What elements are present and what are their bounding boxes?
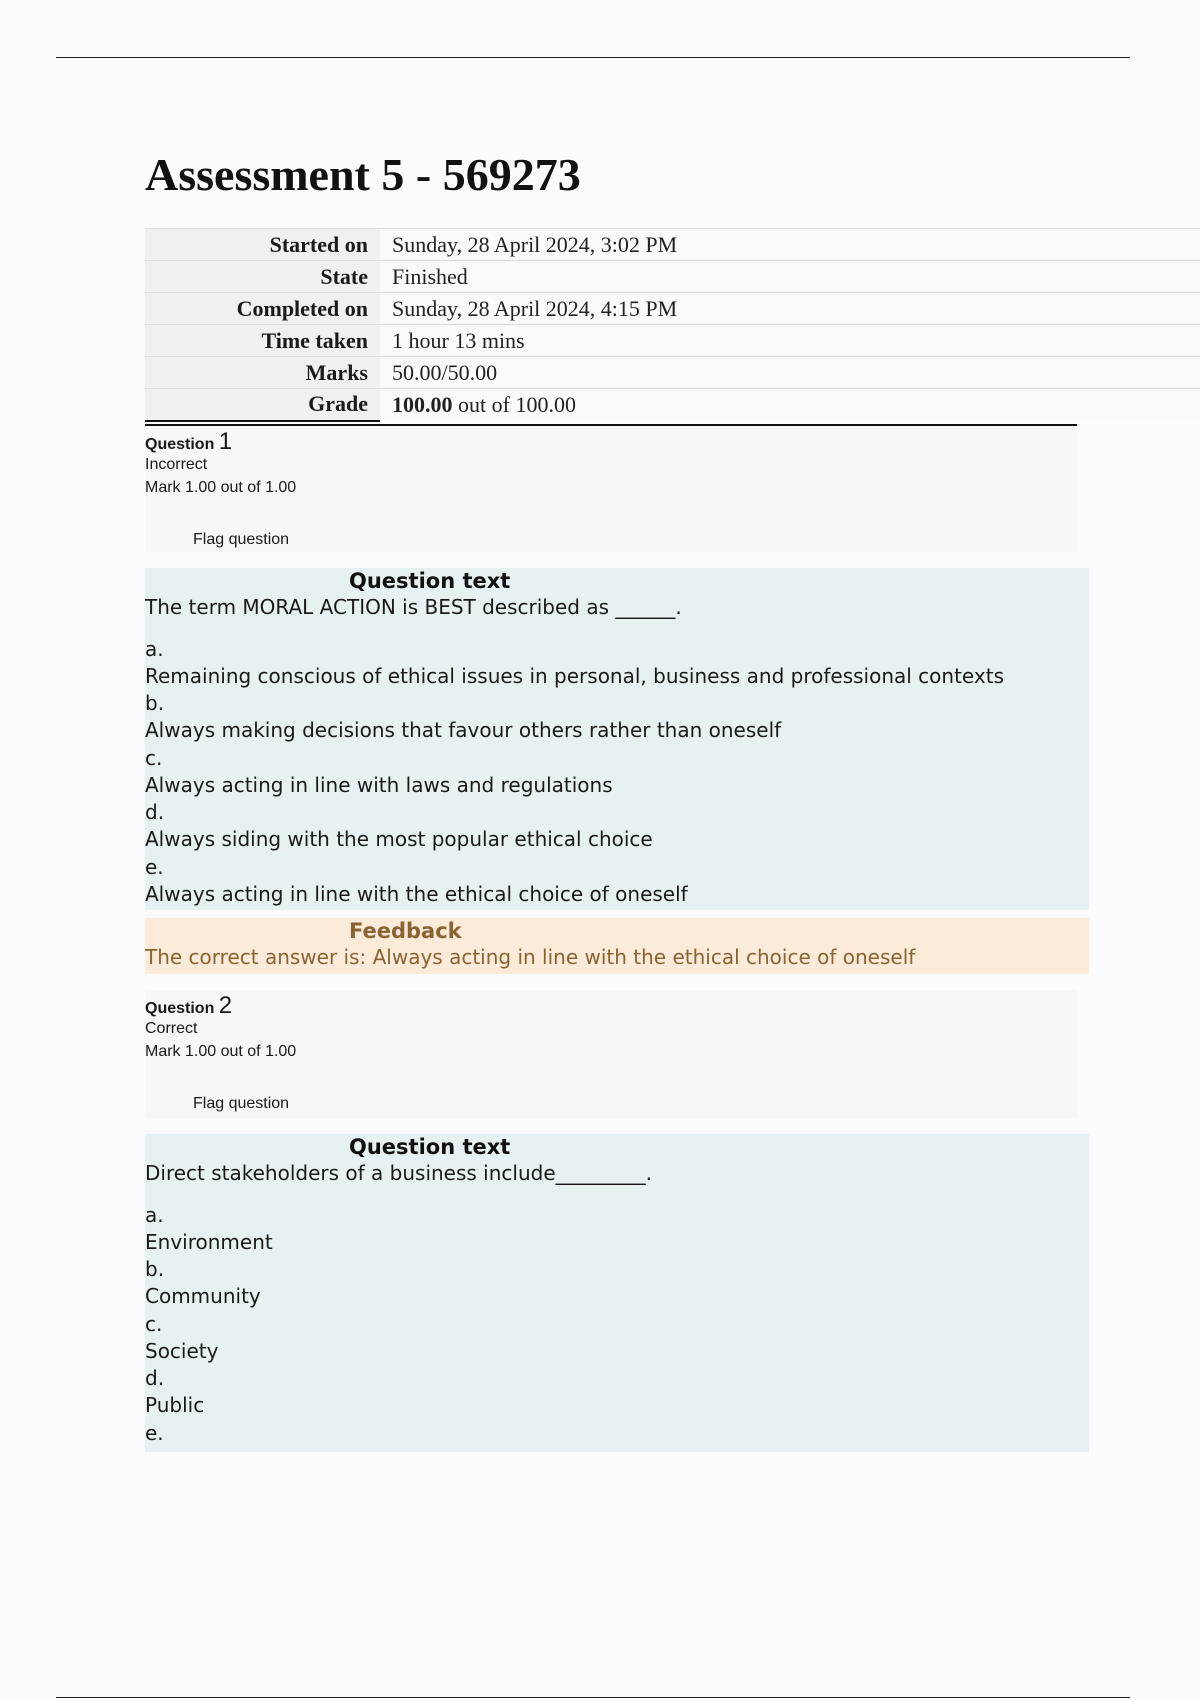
option-letter: d. [145,1366,165,1390]
option-text: Community [145,1284,261,1308]
answer-option[interactable] [145,1365,204,1419]
question-prompt: Direct stakeholders of a business include_________. [145,1161,652,1185]
summary-label: Marks [145,357,380,389]
feedback-heading: Feedback [349,919,462,943]
option-letter: e. [145,855,164,879]
option-text: Always siding with the most popular ethical choice [145,827,653,851]
question-prompt: The term MORAL ACTION is BEST described as ______. [145,595,682,619]
question-label: Question [145,436,215,453]
summary-row-time [145,325,1200,357]
summary-label: Grade [145,389,380,421]
option-letter: e. [145,1421,164,1445]
summary-row-grade [145,389,1200,421]
top-rule [56,57,1130,58]
option-letter: c. [145,1312,163,1336]
question-mark: Mark 1.00 out of 1.00 [145,1043,297,1060]
question-label: Question [145,1000,215,1017]
question-text-heading: Question text [349,569,511,593]
option-letter: b. [145,691,165,715]
option-text: Public [145,1393,205,1417]
answer-option[interactable] [145,1311,218,1365]
option-text: Always acting in line with the ethical choice of oneself [145,882,688,906]
page-title: Assessment 5 - 569273 [145,149,581,200]
answer-option[interactable] [145,1256,261,1310]
answer-option[interactable] [145,745,613,799]
question-mark: Mark 1.00 out of 1.00 [145,479,297,496]
question-number [145,428,232,456]
answer-option[interactable] [145,1202,273,1256]
question-number-value: 1 [218,428,233,455]
summary-value: 1 hour 13 mins [380,325,1200,357]
attempt-summary-table [145,228,1200,422]
summary-label: State [145,261,380,293]
grade-total: out of 100.00 [452,391,576,417]
question-info [145,424,1077,552]
summary-value [380,389,1200,421]
answer-option[interactable] [145,1420,164,1447]
summary-row-started [145,229,1200,261]
flag-question-link[interactable]: Flag question [193,1095,290,1112]
summary-label: Started on [145,229,380,261]
summary-label: Completed on [145,293,380,325]
option-text: Environment [145,1230,273,1254]
question-number [145,992,232,1020]
question-text-heading: Question text [349,1135,511,1159]
option-letter: c. [145,746,163,770]
option-letter: d. [145,800,165,824]
summary-label: Time taken [145,325,380,357]
question-state: Correct [145,1020,198,1037]
option-text: Always making decisions that favour others rather than oneself [145,718,782,742]
summary-row-state [145,261,1200,293]
summary-value: Finished [380,261,1200,293]
summary-row-marks [145,357,1200,389]
question-text-block [145,568,1089,910]
bottom-rule [56,1697,1130,1698]
option-letter: a. [145,637,164,661]
summary-value: Sunday, 28 April 2024, 3:02 PM [380,229,1200,261]
question-state: Incorrect [145,456,208,473]
summary-row-completed [145,293,1200,325]
option-letter: a. [145,1203,164,1227]
question-number-value: 2 [218,992,233,1019]
question-text-block [145,1134,1089,1452]
grade-value: 100.00 [392,391,453,417]
flag-question-link[interactable]: Flag question [193,531,290,548]
feedback-text: The correct answer is: Always acting in line with the ethical choice of oneself [145,945,916,969]
summary-value: Sunday, 28 April 2024, 4:15 PM [380,293,1200,325]
question-info [145,990,1077,1118]
feedback-block [145,918,1089,974]
answer-option[interactable] [145,854,688,908]
option-text: Society [145,1339,219,1363]
option-text: Always acting in line with laws and regulations [145,773,613,797]
option-text: Remaining conscious of ethical issues in personal, business and professional contexts [145,664,1004,688]
answer-option[interactable] [145,799,653,853]
answer-option[interactable] [145,690,781,744]
summary-value: 50.00/50.00 [380,357,1200,389]
option-letter: b. [145,1257,165,1281]
answer-option[interactable] [145,636,1004,690]
